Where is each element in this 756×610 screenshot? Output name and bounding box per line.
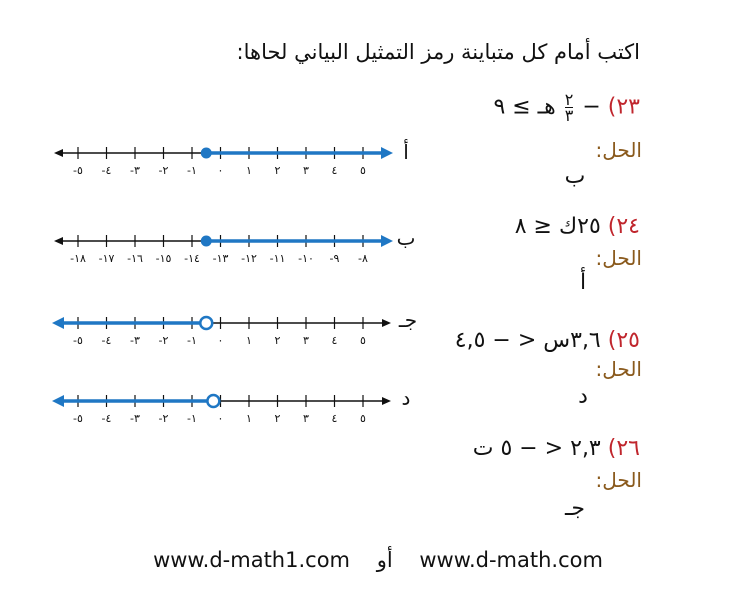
tick-label: ٤: [331, 334, 338, 347]
number-line-b: [50, 226, 395, 268]
number-line-c: [50, 308, 395, 350]
number-line-label: أ: [403, 140, 409, 164]
tick-label: -٩: [329, 252, 340, 265]
footer-or-text: أو: [376, 548, 393, 572]
tick-label: -١٣: [212, 252, 229, 265]
solution-label: الحل:: [595, 138, 642, 162]
tick-label: -١٦: [127, 252, 143, 265]
ray-arrow-icon: [381, 235, 393, 247]
number-line-a: [50, 138, 395, 180]
solution-label: الحل:: [595, 246, 642, 270]
tick-label: ٢: [274, 412, 281, 425]
tick-label: ١: [246, 334, 252, 347]
tick-label: ٥: [360, 334, 366, 347]
tick-label: ٠: [217, 164, 224, 177]
closed-endpoint: [201, 148, 212, 159]
number-line-label: جـ: [398, 308, 418, 332]
tick-label: -١: [187, 164, 197, 177]
tick-label: -١٥: [155, 252, 172, 265]
open-endpoint: [200, 317, 212, 329]
ray-arrow-icon: [52, 395, 64, 407]
tick-label: -١٧: [98, 252, 115, 265]
tick-label: -١: [187, 334, 197, 347]
tick-label: -١٨: [70, 252, 86, 265]
footer-link-d-math1[interactable]: www.d-math1.com: [153, 548, 350, 572]
solution-label: الحل:: [595, 357, 642, 381]
tick-label: ٤: [331, 164, 338, 177]
tick-label: -٢: [158, 334, 169, 347]
tick-label: -١٠: [298, 252, 314, 265]
tick-label: ٠: [217, 412, 224, 425]
tick-label: ٣: [303, 164, 309, 177]
tick-label: -٤: [101, 334, 112, 347]
tick-label: ١: [246, 412, 252, 425]
answer-24: أ: [579, 270, 587, 295]
right-arrow-icon: [382, 319, 391, 327]
tick-label: ٣: [303, 334, 309, 347]
problem-number: ٢٥): [607, 328, 640, 353]
right-arrow-icon: [382, 397, 391, 405]
problem-expression: ٢٥ك ≤ ٨: [514, 214, 601, 239]
fraction-numerator: ٢: [564, 90, 574, 109]
tick-label: -٣: [130, 164, 140, 177]
number-line-label: ب: [396, 226, 416, 250]
footer: [0, 548, 756, 572]
problem-23: [420, 92, 640, 123]
number-line-d: [50, 386, 395, 428]
number-line-label: د: [401, 386, 411, 410]
problem-expression: ٣,٦س < − ٤,٥: [454, 328, 601, 353]
answer-23: ب: [564, 164, 586, 189]
tick-label: ٢: [274, 334, 281, 347]
problem-number: ٢٤): [607, 214, 640, 239]
fraction: [565, 92, 574, 123]
problem-expression: ٢,٣ < − ٥ ت: [472, 436, 601, 461]
problem-25: [420, 328, 640, 353]
tick-label: -٢: [158, 164, 169, 177]
tick-label: -٤: [101, 412, 112, 425]
tick-label: -١: [187, 412, 197, 425]
tick-label: -٨: [358, 252, 368, 265]
open-endpoint: [207, 395, 219, 407]
tick-label: -١٤: [184, 252, 200, 265]
left-arrow-icon: [54, 237, 63, 245]
tick-label: ٣: [303, 412, 309, 425]
tick-label: -٥: [73, 164, 83, 177]
ray-arrow-icon: [52, 317, 64, 329]
problem-expression: هـ ≥ ٩: [493, 94, 556, 120]
closed-endpoint: [201, 236, 212, 247]
tick-label: ١: [246, 164, 252, 177]
instruction-text: اكتب أمام كل متباينة رمز التمثيل البياني لحاها:: [236, 40, 640, 64]
tick-label: ٥: [360, 412, 366, 425]
problem-number: ٢٦): [607, 436, 640, 461]
tick-label: ٢: [274, 164, 281, 177]
tick-label: ٠: [217, 334, 224, 347]
tick-label: ٤: [331, 412, 338, 425]
tick-label: -٥: [73, 334, 83, 347]
tick-label: -١٢: [241, 252, 257, 265]
ray-arrow-icon: [381, 147, 393, 159]
solution-label: الحل:: [595, 468, 642, 492]
left-arrow-icon: [54, 149, 63, 157]
tick-label: -١١: [269, 252, 286, 265]
problem-26: [420, 436, 640, 461]
tick-label: -٣: [130, 334, 140, 347]
tick-label: -٤: [101, 164, 112, 177]
problem-24: [420, 214, 640, 239]
answer-26: جـ: [564, 496, 586, 521]
tick-label: -٥: [73, 412, 83, 425]
answer-25: د: [578, 384, 588, 409]
footer-link-d-math[interactable]: www.d-math.com: [419, 548, 603, 572]
tick-label: ٥: [360, 164, 366, 177]
problem-lead-sign: −: [582, 94, 601, 120]
tick-label: -٢: [158, 412, 169, 425]
tick-label: -٣: [130, 412, 140, 425]
fraction-denominator: ٣: [564, 106, 574, 125]
problem-number: ٢٣): [607, 94, 640, 120]
